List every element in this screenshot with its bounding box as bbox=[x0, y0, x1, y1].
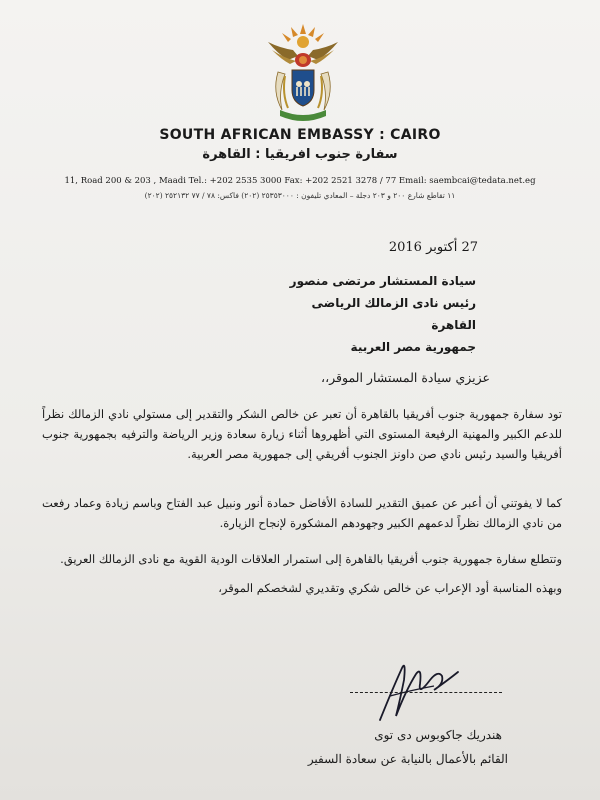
signer-title: القائم بالأعمال بالنيابة عن سعادة السفير bbox=[307, 752, 508, 766]
recipient-block bbox=[290, 270, 476, 358]
recipient-line: رئيس نادى الزمالك الرياضى bbox=[311, 296, 476, 310]
recipient-line: القاهرة bbox=[431, 318, 476, 332]
signer-name: هندريك جاكوبوس دى توى bbox=[374, 728, 502, 742]
body-paragraph: وبهذه المناسبة أود الإعراب عن خالص شكري وتقديري لشخصكم الموقر، bbox=[218, 581, 562, 595]
embassy-name-en: SOUTH AFRICAN EMBASSY : CAIRO bbox=[159, 127, 441, 143]
body-paragraph: تود سفارة جمهورية جنوب أفريقيا بالقاهرة أن تعبر عن خالص الشكر والتقدير إلى مستولي نادي الزمالك نظراً للدعم الكبير والمهنية الرفيعة المستوى التي أظهروها أثناء زيارة سعادة وزير الرياضة والترفيه بجمهورية جنوب أفريقيا والسيد رئيس نادي صن داونز الجنوب أفريقي إلى جمهورية مصر العربية. bbox=[42, 407, 562, 461]
recipient-line: سيادة المستشار مرتضى منصور bbox=[289, 274, 476, 288]
recipient-line: جمهورية مصر العربية bbox=[350, 340, 476, 354]
salutation: عزيزي سيادة المستشار الموقر،، bbox=[321, 370, 490, 385]
coat-of-arms-icon bbox=[258, 20, 348, 125]
embassy-address-en: 11, Road 200 & 203 , Maadi Tel.: +202 2535 3000 Fax: +202 2521 3278 / 77 Email: saembcai@tedata.net.eg bbox=[64, 176, 536, 186]
body-paragraph: كما لا يفوتني أن أعبر عن عميق التقدير للسادة الأفاضل حمادة أنور ونبيل عبد الفتاح وباسم زيادة وعماد رفعت من نادي الزمالك نظراً لدعمهم الكبير وجهودهم المشكورة لإنجاح الزيارة. bbox=[42, 496, 562, 530]
embassy-name-ar: سفارة جنوب افريقيا : القاهرة bbox=[202, 147, 398, 162]
body-paragraph: وتتطلع سفارة جمهورية جنوب أفريقيا بالقاهرة إلى استمرار العلاقات الودية القوية مع نادى الزمالك العريق. bbox=[60, 552, 562, 566]
letter-date: 27 أكتوبر 2016 bbox=[388, 240, 478, 255]
handwritten-signature bbox=[372, 650, 462, 730]
embassy-address-ar: ١١ تقاطع شارع ٢٠٠ و ٢٠٣ دجلة – المعادي تليفون : ٢٥٣٥٣٠٠٠ (٢٠٢) فاكس: ٧٨ / ٧٧ ٢٥٢١٣٢ (٢٠٢) bbox=[144, 191, 456, 200]
signature-line bbox=[350, 692, 502, 693]
